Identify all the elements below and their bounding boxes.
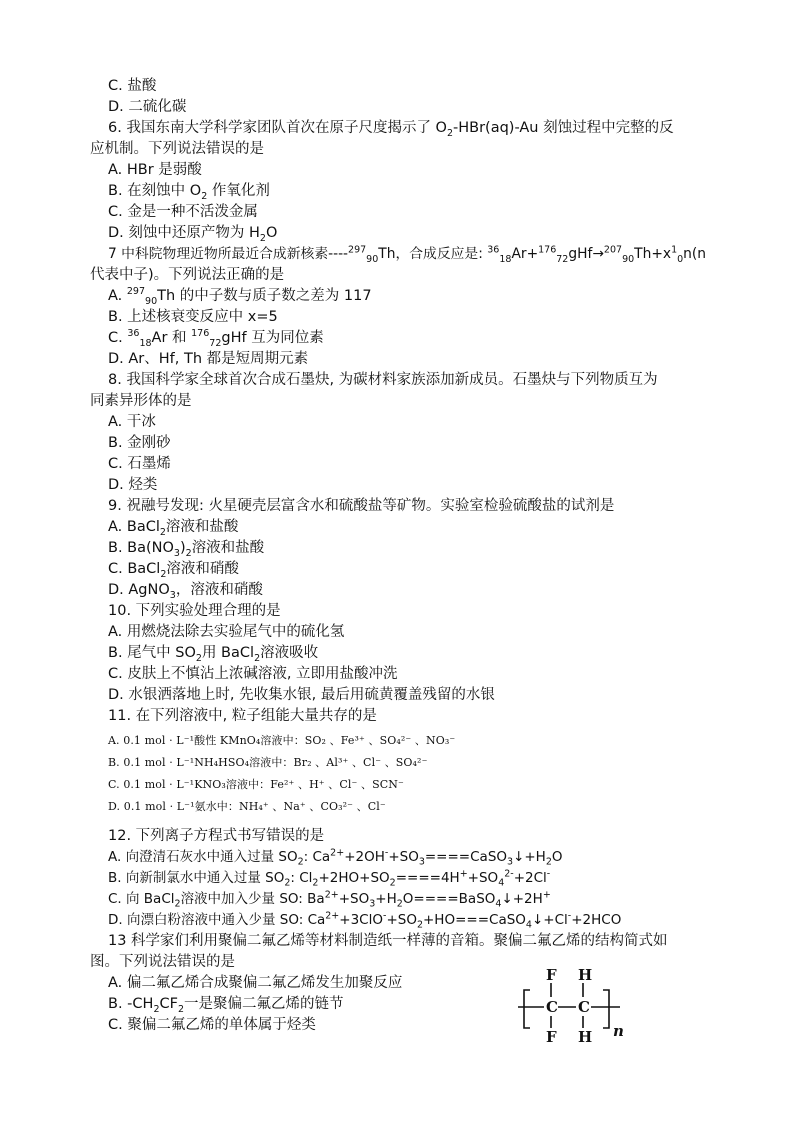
q7-stem-line1: 7 中科院物理近物所最近合成新核素----$^{297}_{90}$Th，合成反应是: $^{36}_{18}Ar+^{176}_{72}gHf\to^{207}_{90}Th+x^1_0n(n$ [108,244,707,265]
q8-option-b: B. 金刚砂 [108,435,171,451]
structure-f-top: F [546,966,557,984]
q7-option-b: B. 上述核衰变反应中 x=5 [108,309,278,325]
structure-h-bottom: H [578,1028,593,1044]
q8-stem-line2: 同素异形体的是 [90,393,192,409]
q7-option-a: A. $^{297}_{90}$Th 的中子数与质子数之差为 117 [108,286,372,307]
q10-option-b: B. 尾气中 $SO_2$用 BaCl$_2$溶液吸收 [108,645,319,664]
q6-option-c: C. 金是一种不活泼金属 [108,204,258,220]
q7-stem-line2: 代表中子)。下列说法正确的是 [90,267,285,283]
q5-option-c: C. 盐酸 [108,78,157,94]
q10-option-c: C. 皮肤上不慎沾上浓碱溶液, 立即用盐酸冲洗 [108,666,398,682]
q8-option-c: C. 石墨烯 [108,456,171,472]
q9-option-c: C. BaCl$_2$溶液和硝酸 [108,561,239,580]
q13-option-c: C. 聚偏二氟乙烯的单体属于烃类 [108,1017,316,1033]
q13-stem-line2: 图。下列说法错误的是 [90,954,235,970]
structure-f-bottom: F [546,1028,557,1044]
q13-option-b: B. $-CH_2CF_2$一是聚偏二氟乙烯的链节 [108,996,344,1015]
q9-option-b: B. $Ba(NO_3)_2$溶液和盐酸 [108,540,265,559]
q7-option-c: C. $^{36}_{18}$Ar 和 $^{176}_{72}$gHf 互为同位素 [108,328,324,349]
q6-stem-line1: 6. 我国东南大学科学家团队首次在原子尺度揭示了 $O_2-HBr(aq)-Au$ 刻蚀过程中完整的反 [108,120,674,139]
q5-option-d: D. 二硫化碳 [108,99,187,115]
q11-option-c: C. 0.1 mol · L⁻¹KNO₃溶液中：Fe²⁺ 、H⁺ 、Cl⁻ 、SCN⁻ [108,778,404,791]
q11-stem: 11. 在下列溶液中, 粒子组能大量共存的是 [108,708,377,724]
q9-option-d: D. AgNO$_3$，溶液和硝酸 [108,582,263,601]
q12-option-d: D. 向漂白粉溶液中通入少量 SO: $Ca^{2+}+3ClO^-+SO_2+HO===CaSO_4↓+Cl^-+2HCO$ [108,910,622,931]
bracket-right [603,990,609,1028]
structure-bonds [518,983,620,1028]
q6-stem-line2: 应机制。下列说法错误的是 [90,141,264,157]
q13-option-a: A. 偏二氟乙烯合成聚偏二氟乙烯发生加聚反应 [108,975,403,991]
q6-option-b: B. 在刻蚀中 $O_2$ 作氧化剂 [108,183,270,202]
q11-option-a: A. 0.1 mol · L⁻¹酸性 KMnO₄溶液中：SO₂ 、Fe³⁺ 、SO₄²⁻ 、NO₃⁻ [108,734,456,747]
q11-option-b: B. 0.1 mol · L⁻¹NH₄HSO₄溶液中：Br₂ 、Al³⁺ 、Cl⁻ 、SO₄²⁻ [108,756,428,769]
structure-h-top: H [578,966,593,984]
pvdf-structure-diagram [516,966,628,1044]
q7-option-d: D. Ar、Hf, Th 都是短周期元素 [108,351,309,367]
q12-option-a: A. 向澄清石灰水中通入过量 $SO_2$: $Ca^{2+}+2OH^-+SO_3====CaSO_3↓+H_2O$ [108,847,563,868]
q9-stem: 9. 祝融号发现: 火星硬壳层富含水和硫酸盐等矿物。实验室检验硫酸盐的试剂是 [108,498,615,514]
q13-stem-line1: 13 科学家们利用聚偏二氟乙烯等材料制造纸一样薄的音箱。聚偏二氟乙烯的结构简式如 [108,933,668,949]
q10-option-a: A. 用燃烧法除去实验尾气中的硫化氢 [108,624,345,640]
q6-option-a: A. HBr 是弱酸 [108,162,202,178]
q8-option-a: A. 干冰 [108,414,156,430]
structure-c2: C [578,998,590,1016]
q6-option-d: D. 刻蚀中还原产物为 $H_2O$ [108,225,278,244]
q10-stem: 10. 下列实验处理合理的是 [108,603,281,619]
q10-option-d: D. 水银洒落地上时, 先收集水银, 最后用硫黄覆盖残留的水银 [108,687,495,703]
q8-option-d: D. 烃类 [108,477,158,493]
q11-option-d: D. 0.1 mol · L⁻¹氨水中：NH₄⁺ 、Na⁺ 、CO₃²⁻ 、Cl⁻ [108,800,386,813]
q12-option-b: B. 向新制氯水中通入过量 $SO_2$: $Cl_2+2HO+SO_2====4H^++SO_4^{2-}+2Cl^-$ [108,868,551,889]
structure-c1: C [546,998,558,1016]
q12-option-c: C. 向 BaCl$_2$溶液中加入少量 SO: $Ba^{2+}+SO_3+H_2O====BaSO_4↓+2H^+$ [108,889,551,910]
q9-option-a: A. BaCl$_2$溶液和盐酸 [108,519,239,538]
q8-stem-line1: 8. 我国科学家全球首次合成石墨炔, 为碳材料家族添加新成员。石墨炔与下列物质互为 [108,372,658,388]
structure-n: n [613,1022,624,1040]
bracket-left [524,990,530,1028]
q12-stem: 12. 下列离子方程式书写错误的是 [108,828,325,844]
